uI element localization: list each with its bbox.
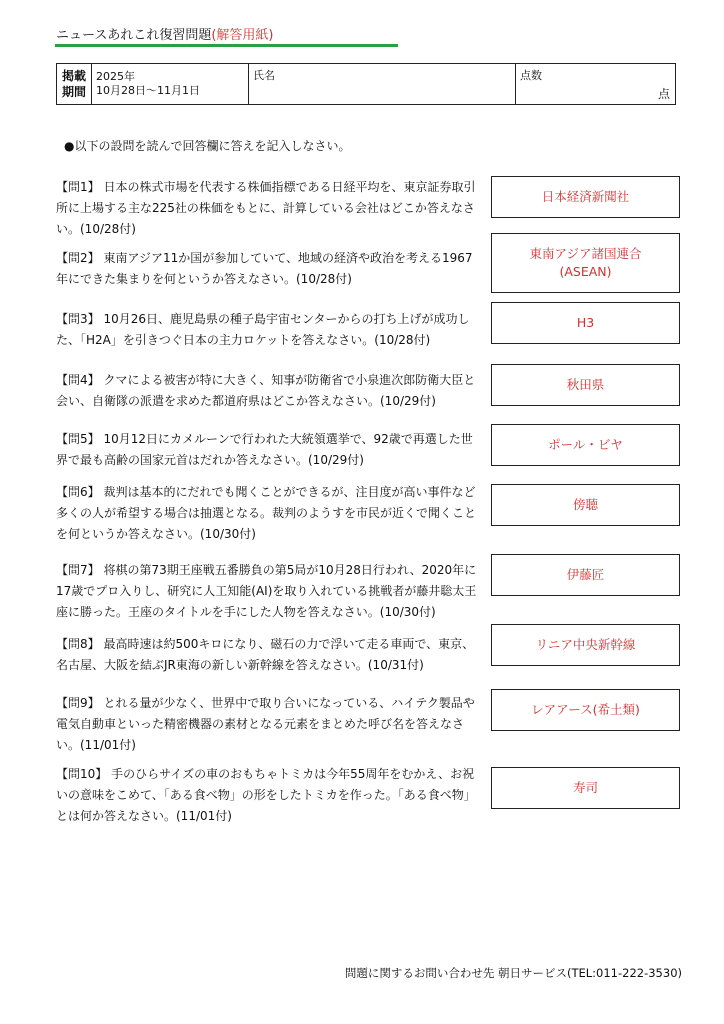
answer-2-sub: (ASEAN) bbox=[559, 264, 612, 279]
answer-7: 伊藤匠 bbox=[566, 567, 605, 582]
answer-6: 傍聴 bbox=[572, 497, 598, 512]
period-label-bottom: 期間 bbox=[61, 85, 86, 99]
question-5: 【問5】 10月12日にカメルーンで行われた大統領選挙で、92歳で再選した世界で最も高齢の国家元首はだれか答えなさい。(10/29付) bbox=[56, 432, 473, 467]
answer-box-1[interactable] bbox=[491, 176, 680, 218]
period-year: 2025年 bbox=[96, 70, 135, 83]
question-9: 【問9】 とれる量が少なく、世界中で取り合いになっている、ハイテク製品や電気自動車といった精密機器の素材となる元素をまとめた呼び名を答えなさい。(11/01付) bbox=[56, 696, 475, 752]
question-4: 【問4】 クマによる被害が特に大きく、知事が防衛省で小泉進次郎防衛大臣と会い、自衛隊の派遣を求めた都道府県はどこか答えなさい。(10/29付) bbox=[56, 373, 476, 408]
answer-10: 寿司 bbox=[572, 780, 598, 795]
answer-box-4[interactable] bbox=[491, 364, 680, 406]
answer-9: レアアース(希土類) bbox=[531, 702, 640, 717]
answer-5: ポール・ビヤ bbox=[548, 437, 623, 452]
page-title-main: ニュースあれこれ復習問題 bbox=[56, 28, 212, 43]
question-8: 【問8】 最高時速は約500キロになり、磁石の力で浮いて走る車両で、東京、名古屋、大阪を結ぶJR東海の新しい新幹線を答えなさい。(10/31付) bbox=[56, 637, 475, 672]
question-1: 【問1】 日本の株式市場を代表する株価指標である日経平均を、東京証券取引所に上場する主な225社の株価をもとに、計算している会社はどこか答えなさい。(10/28付) bbox=[56, 180, 476, 236]
info-table bbox=[56, 63, 676, 105]
contact-footer: 問題に関するお問い合わせ先 朝日サービス(TEL:011-222-3530) bbox=[344, 966, 682, 980]
answer-box-2[interactable] bbox=[491, 233, 680, 293]
answer-box-3[interactable] bbox=[491, 302, 680, 344]
question-6: 【問6】 裁判は基本的にだれでも聞くことができるが、注目度が高い事件など多くの人が希望する場合は抽選となる。裁判のようすを市民が近くで聞くことを何というか答えなさい。(10/30付) bbox=[56, 485, 477, 541]
title-underline bbox=[55, 44, 398, 47]
answer-3: H3 bbox=[576, 315, 595, 330]
answer-1: 日本経済新聞社 bbox=[541, 189, 630, 204]
answer-box-7[interactable] bbox=[491, 554, 680, 596]
question-2: 【問2】 東南アジア11か国が参加していて、地域の経済や政治を考える1967年にできた集まりを何というか答えなさい。(10/28付) bbox=[56, 251, 473, 286]
period-range: 10月28日～11月1日 bbox=[96, 84, 200, 97]
answer-4: 秋田県 bbox=[566, 377, 605, 392]
answer-2: 東南アジア諸国連合 bbox=[529, 246, 642, 261]
answer-box-9[interactable] bbox=[491, 689, 680, 731]
page-title bbox=[56, 24, 274, 43]
question-10: 【問10】 手のひらサイズの車のおもちゃトミカは今年55周年をむかえ、お祝いの意味をこめて、「ある食べ物」の形をしたトミカを作った。「ある食べ物」とは何か答えなさい。(11/01付) bbox=[56, 767, 476, 823]
question-7: 【問7】 将棋の第73期王座戦五番勝負の第5局が10月28日行われ、2020年に17歳でプロ入りし、研究に人工知能(AI)を取り入れている挑戦者が藤井聡太王座に勝った。王座のタイトルを手にした人物を答えなさい。(10/30付) bbox=[56, 563, 477, 619]
score-label: 点数 bbox=[520, 69, 542, 82]
period-label bbox=[57, 64, 92, 105]
period-value bbox=[92, 64, 249, 105]
name-label: 氏名 bbox=[253, 69, 275, 82]
instruction: ●以下の設問を読んで回答欄に答えを記入しなさい。 bbox=[64, 139, 351, 153]
answer-box-10[interactable] bbox=[491, 767, 680, 809]
name-field[interactable] bbox=[249, 64, 516, 105]
period-label-top: 掲載 bbox=[61, 69, 86, 83]
question-3: 【問3】 10月26日、鹿児島県の種子島宇宙センターからの打ち上げが成功した、「H2A」を引きつぐ日本の主力ロケットを答えなさい。(10/28付) bbox=[56, 312, 470, 347]
answer-box-6[interactable] bbox=[491, 484, 680, 526]
answer-8: リニア中央新幹線 bbox=[535, 637, 636, 652]
answer-box-5[interactable] bbox=[491, 424, 680, 466]
score-unit: 点 bbox=[657, 87, 670, 101]
score-field[interactable] bbox=[516, 64, 676, 105]
answer-box-8[interactable] bbox=[491, 624, 680, 666]
page-title-suffix: (解答用紙) bbox=[211, 28, 274, 43]
